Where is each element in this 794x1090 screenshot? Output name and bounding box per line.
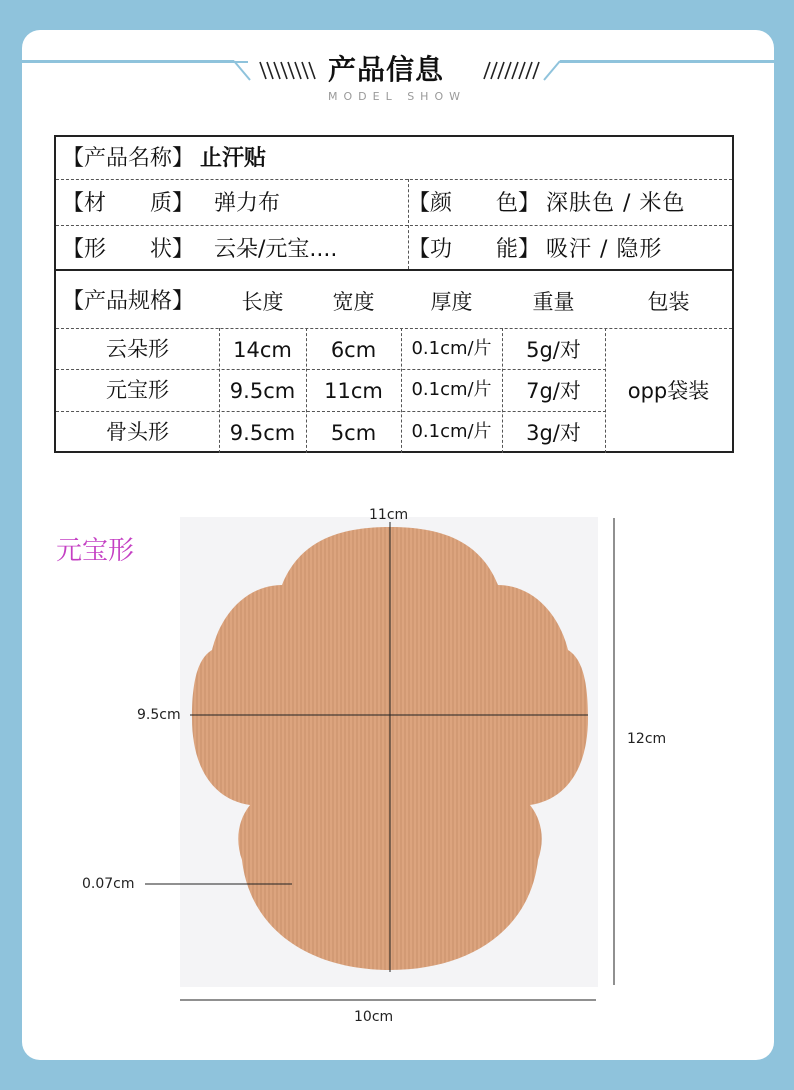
spec-color-value: 深肤色 / 米色 — [546, 191, 686, 216]
size-row-length: 9.5cm — [229, 421, 296, 445]
size-table-header-weight: 重量 — [532, 290, 575, 314]
size-row-thickness: 0.1cm/片 — [411, 338, 492, 359]
dimension-right: 12cm — [627, 731, 667, 747]
dimension-thickness: 0.07cm — [82, 876, 135, 892]
size-row-width: 6cm — [330, 338, 377, 362]
packaging-value: opp袋装 — [627, 379, 710, 403]
spec-shape-value: 云朵/元宝.... — [214, 237, 338, 262]
dimension-top: 11cm — [369, 507, 409, 523]
size-row-shape: 骨头形 — [106, 420, 169, 444]
size-row-length: 9.5cm — [229, 379, 296, 403]
size-row-length: 14cm — [233, 338, 292, 362]
dimension-left: 9.5cm — [137, 707, 181, 723]
size-table-header-packaging: 包装 — [647, 290, 690, 314]
spec-color-label: 【颜 色】 — [408, 191, 541, 216]
size-row-weight: 3g/对 — [526, 421, 581, 445]
size-table-header-length: 长度 — [241, 290, 284, 314]
spec-shape-label: 【形 状】 — [62, 237, 195, 262]
spec-function-value: 吸汗 / 隐形 — [546, 237, 663, 262]
shape-name-label: 元宝形 — [56, 536, 135, 566]
size-row-thickness: 0.1cm/片 — [411, 421, 492, 442]
size-row-shape: 云朵形 — [106, 337, 169, 361]
page-subtitle: MODEL SHOW — [328, 90, 466, 103]
spec-material-value: 弹力布 — [214, 191, 281, 216]
size-table-header-width: 宽度 — [332, 290, 375, 314]
spec-function-label: 【功 能】 — [408, 237, 541, 262]
size-row-thickness: 0.1cm/片 — [411, 379, 492, 400]
size-row-width: 11cm — [324, 379, 383, 403]
page-title: 产品信息 — [328, 53, 445, 86]
size-row-weight: 7g/对 — [526, 379, 581, 403]
dimension-bottom: 10cm — [354, 1009, 394, 1025]
size-row-weight: 5g/对 — [526, 338, 581, 362]
spec-name-label: 【产品名称】 — [62, 146, 195, 171]
spec-name-value: 止汗贴 — [200, 146, 267, 171]
size-table-header-thickness: 厚度 — [430, 290, 473, 314]
size-table-header-spec: 【产品规格】 — [62, 289, 195, 314]
size-row-width: 5cm — [330, 421, 377, 445]
spec-material-label: 【材 质】 — [62, 191, 195, 216]
size-row-shape: 元宝形 — [106, 378, 169, 402]
